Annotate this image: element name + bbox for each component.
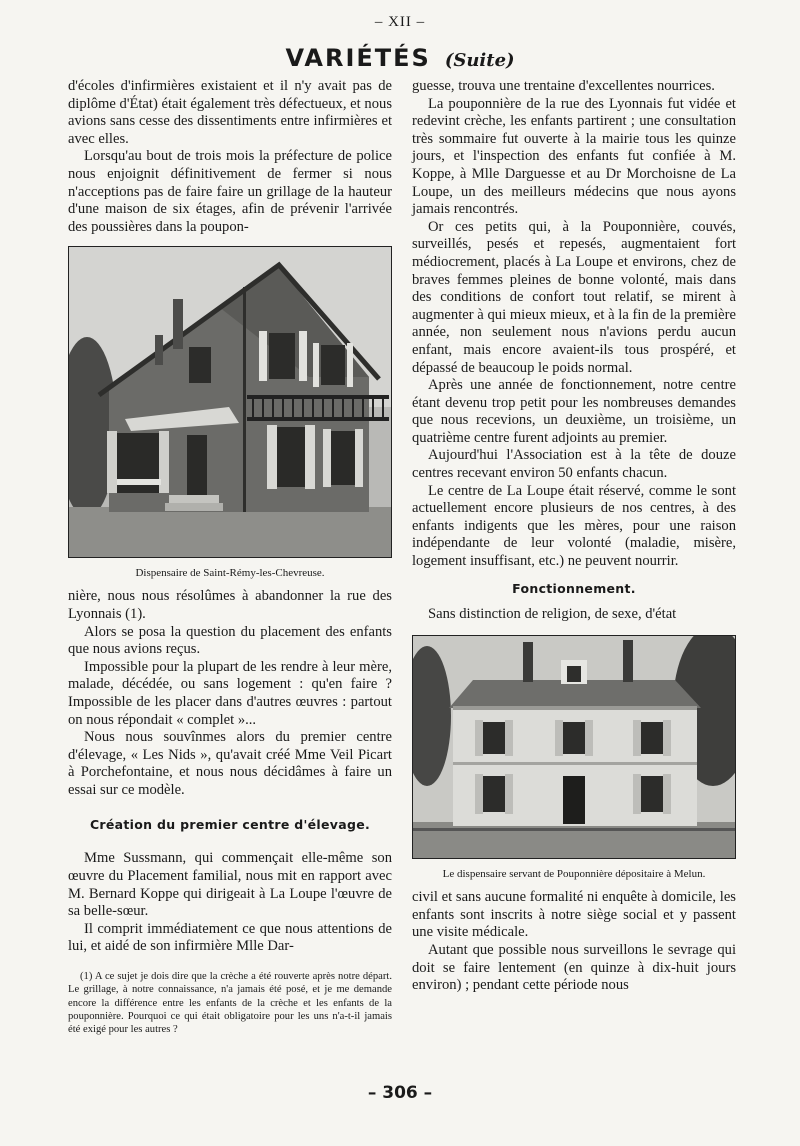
paragraph: nière, nous nous résolûmes à abandonner la rue des Lyonnais (1). xyxy=(68,588,392,622)
paragraph: Mme Sussmann, qui commençait elle-même son œuvre du Placement familial, nous mit en rapport avec M. Bernard Koppe qui dirigeait à La Loupe l'œuvre de sa belle-sœur. xyxy=(68,850,392,920)
paragraph: Impossible pour la plupart de les rendre à leur mère, malade, décédée, ou sans logement : qu'en faire ? Impossible de les placer dans d'autres œuvres : partout on nous répondait « complet »... xyxy=(68,658,392,728)
left-column xyxy=(68,78,392,1037)
section-title: VARIÉTÉS xyxy=(285,44,431,72)
paragraph: Aujourd'hui l'Association est à la tête de douze centres recevant environ 50 enfants chacun. xyxy=(412,447,736,482)
paragraph: d'écoles d'infirmières existaient et il n'y avait pas de diplôme d'État) était également très défectueux, et nous avions sans cesse des dissentiments entre infirmières et avec elles. xyxy=(68,78,392,147)
figure-melun xyxy=(412,635,736,881)
section-header xyxy=(0,44,800,72)
page-number: – 306 – xyxy=(367,1083,433,1103)
figure-caption: Dispensaire de Saint-Rémy-les-Chevreuse. xyxy=(135,567,325,580)
paragraph: Or ces petits qui, à la Pouponnière, couvés, surveillés, pesés et repesés, augmentaient fort médiocrement, placés à La Loupe et environs, chez de braves femmes pleines de bonne volonté, mais dans des conditions de confort tout relatif, se mirent à augmenter à qui mieux mieux, et à la fin de la première année, non seulement nous n'avions perdu aucun enfant, mais encore avaient-ils tous prospéré, et dépassé de beaucoup le poids normal. xyxy=(412,218,736,376)
subheading: Création du premier centre d'élevage. xyxy=(89,817,371,833)
paragraph: Après une année de fonctionnement, notre centre étant devenu trop petit pour les nombreuses demandes que nous recevions, un deuxième, un troisième, un quatrième centre furent adjoints au premier. xyxy=(412,377,736,446)
paragraph: Il comprit immédiatement ce que nous attentions de lui, et aidé de son infirmière Mlle Dar- xyxy=(68,920,392,955)
section-suite: (Suite) xyxy=(444,50,515,71)
right-column xyxy=(412,78,736,995)
paragraph: Nous nous souvînmes alors du premier centre d'élevage, « Les Nids », qu'avait créé Mme Veil Picart à Porchefontaine, et nous nous décidâmes à faire un essai sur ce modèle. xyxy=(68,729,392,798)
building-photo xyxy=(412,635,736,859)
paragraph: guesse, trouva une trentaine d'excellentes nourrices. xyxy=(412,78,715,94)
paragraph: civil et sans aucune formalité ni enquête à domicile, les enfants sont inscrits à notre siège social et y passent une visite médicale. xyxy=(412,889,736,941)
page-number-roman: – XII – xyxy=(374,14,426,30)
figure-saint-remy xyxy=(68,246,392,580)
house-photo xyxy=(68,246,392,558)
subheading: Fonctionnement. xyxy=(512,580,636,596)
paragraph: Le centre de La Loupe était réservé, comme le sont actuellement encore plusieurs de nos centres, à des enfants indigents que les mères, pour une raison indépendante de leur volonté (maladie, misère, logement insuffisant, etc.) ne peuvent nourrir. xyxy=(412,482,736,570)
paragraph: Sans distinction de religion, de sexe, d'état xyxy=(428,605,677,622)
figure-caption: Le dispensaire servant de Pouponnière dépositaire à Melun. xyxy=(442,868,706,881)
paragraph: Autant que possible nous surveillons le sevrage qui doit se faire lentement (en quinze à dix-huit jours environ) ; pendant cette période nous xyxy=(412,942,736,994)
paragraph: Lorsqu'au bout de trois mois la préfecture de police nous enjoignit définitivement de fermer si nous n'acceptions pas de faire faire un grillage de la hauteur d'une maison de six étages, afin de prévenir l'arrivée des poussières dans la poupon- xyxy=(68,148,392,235)
paragraph: La pouponnière de la rue des Lyonnais fut vidée et redevint crèche, les enfants partirent ; une consultation très sommaire fut ouverte à la mairie tous les quinze jours, et l'inspection des enfants fut confiée à M. Koppe, à Mlle Darguesse et au Dr Morchoisne de La Loupe, un des meilleurs médecins que nous ayons jamais rencontrés. xyxy=(412,95,736,218)
paragraph: Alors se posa la question du placement des enfants que nous avions reçus. xyxy=(68,623,392,658)
footnote: (1) A ce sujet je dois dire que la crèche a été rouverte après notre départ. Le grillage, à notre connaissance, n'a jamais été posé, et je me demande encore la différence entre les enfants de la crèche et les enfants de la pouponnière. Pourquoi ce qui était obligatoire pour les uns n'a-t-il jamais été exigé pour les autres ? xyxy=(68,971,392,1036)
